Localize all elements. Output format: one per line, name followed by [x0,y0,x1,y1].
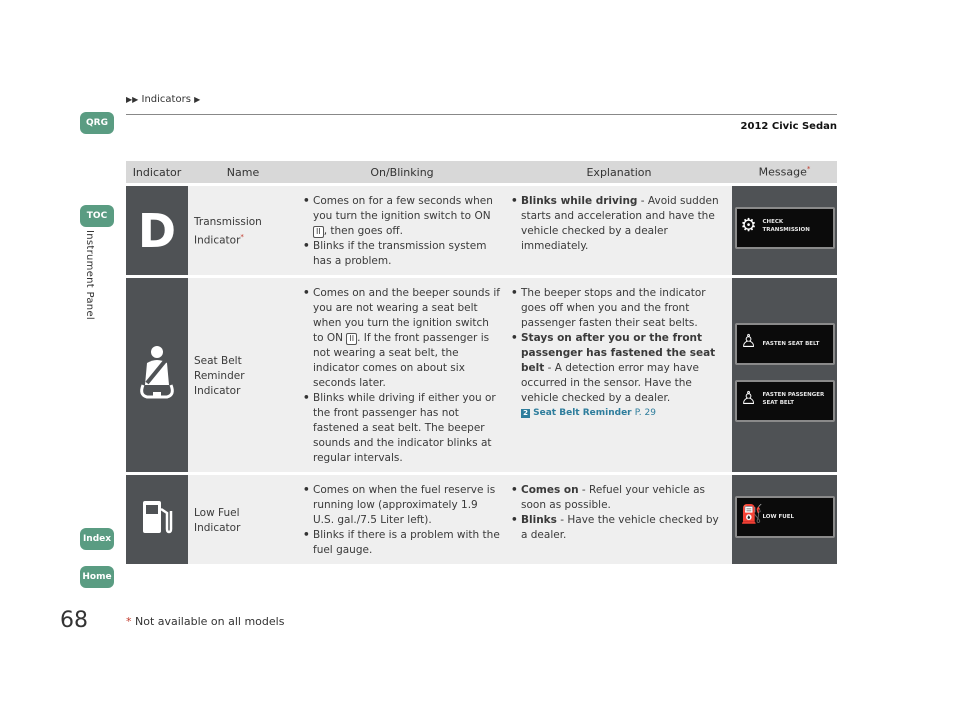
name-cell [188,475,298,564]
breadcrumb-arrow-icon: ▶ [194,95,201,104]
indicator-cell [126,278,188,472]
seat-belt-icon: ♙ [740,331,757,352]
header-message-label: Message [758,165,807,179]
explanation-cell [506,475,732,564]
name-line [194,230,294,249]
page-number: 68 [60,608,88,633]
fuel-pump-icon: ⛽ [740,504,763,525]
name-line: Low Fuel [194,506,240,519]
list-item [510,331,728,406]
footnote-text: Not available on all models [131,615,285,628]
footnote [126,615,284,628]
transmission-d-icon: D [137,203,177,258]
breadcrumb-label: Indicators [141,94,191,105]
indicator-cell [126,186,188,275]
item-text: Blinks while driving if either you or the front passenger has not fastened a seat belt. The beeper sounds and the indicator blinks at regular intervals. [313,392,496,464]
screen-text [763,340,820,348]
indicator-table [126,158,837,567]
model-title: 2012 Civic Sedan [740,121,837,132]
ignition-key-icon: II [346,333,357,345]
header-indicator: Indicator [126,161,188,183]
seat-belt-icon: ♙ [740,388,757,409]
qrg-button[interactable]: QRG [80,112,114,134]
footnote-marker: * [240,232,244,241]
item-bold: Comes on [521,484,579,496]
item-text: Blinks if the transmission system has a problem. [313,240,487,267]
list-item [510,513,728,543]
gear-warning-icon: ⚙ [740,215,757,236]
item-text: - Refuel your vehicle as soon as possible. [521,484,705,511]
list-item [510,194,728,254]
screen-line: FASTEN PASSENGER [762,392,825,398]
list-item [302,286,502,391]
indicator-cell [126,475,188,564]
list-item [510,286,728,331]
message-cell [732,278,837,472]
item-text: , then goes off. [323,225,403,237]
item-text: Blinks if there is a problem with the fuel gauge. [313,529,500,556]
name-line: Indicator [194,384,241,397]
ignition-key-icon: II [313,226,324,238]
screen-text [763,513,794,521]
name-line: Seat Belt [194,354,242,367]
item-text: . If the front passenger is not wearing a seat belt, the indicator comes on about six seconds later. [313,332,490,389]
on-blinking-cell [298,475,506,564]
header-divider [126,114,837,115]
table-row [126,475,837,564]
header-message [732,161,837,183]
screen-line: FASTEN SEAT BELT [762,341,820,347]
on-blinking-cell [298,186,506,275]
header-explanation: Explanation [506,161,732,183]
item-text: - A detection error may have occurred in the sensor. Have the vehicle checked by a dealer. [521,362,699,404]
table-row [126,278,837,472]
list-item [302,239,502,269]
screen-line: SEAT BELT [762,400,795,406]
name-line: Indicator [194,521,241,534]
screen-text [763,391,825,407]
name-line: Reminder [194,369,245,382]
seat-belt-reminder-link[interactable] [521,406,728,421]
item-bold: Blinks while driving [521,195,638,207]
item-bold: Blinks [521,514,557,526]
table-header-row [126,161,837,183]
link-page: P. 29 [634,408,656,418]
breadcrumb-arrow-icon: ▶▶ [126,95,139,104]
item-text: - Avoid sudden starts and acceleration and have the vehicle checked by a dealer immediately. [521,195,719,252]
screen-line: TRANSMISSION [762,227,810,233]
list-item [302,528,502,558]
item-text: Comes on for a few seconds when you turn the ignition switch to ON [313,195,493,222]
name-cell [188,278,298,472]
breadcrumb[interactable] [126,94,200,105]
toc-button[interactable]: TOC [80,205,114,227]
screen-line: LOW FUEL [762,514,794,520]
display-screen [735,323,835,365]
fuel-pump-icon [140,497,174,537]
home-button[interactable]: Home [80,566,114,588]
list-item [510,483,728,513]
list-item [302,391,502,466]
explanation-cell [506,278,732,472]
item-text: - Have the vehicle checked by a dealer. [521,514,719,541]
table-row [126,186,837,275]
link-label: Seat Belt Reminder [533,408,632,418]
cross-reference-icon: 2 [521,409,530,418]
screen-text [763,218,810,234]
header-on-blinking: On/Blinking [298,161,506,183]
screen-line: CHECK [762,219,784,225]
header-name: Name [188,161,298,183]
message-cell [732,475,837,564]
list-item [302,194,502,239]
item-bold: Stays on after you or the front passenger has fastened the seat belt [521,332,716,374]
list-item [302,483,502,528]
on-blinking-cell [298,278,506,472]
message-cell [732,186,837,275]
item-text: Comes on when the fuel reserve is running low (approximately 1.9 U.S. gal./7.5 Liter left). [313,484,496,526]
section-label: Instrument Panel [84,230,95,320]
footnote-star: * [126,615,132,628]
item-text: The beeper stops and the indicator goes off when you and the front passenger fasten their seat belts. [521,287,706,329]
display-screen [735,207,835,249]
display-screen [735,496,835,538]
name-line: Transmission [194,215,262,228]
item-text: Comes on and the beeper sounds if you are not wearing a seat belt when you turn the ignition switch to ON [313,287,500,344]
seat-belt-icon [135,345,179,401]
index-button[interactable]: Index [80,528,114,550]
name-cell [188,186,298,275]
name-line-text: Indicator [194,234,241,247]
explanation-cell [506,186,732,275]
display-screen [735,380,835,422]
footnote-marker: * [806,165,811,174]
